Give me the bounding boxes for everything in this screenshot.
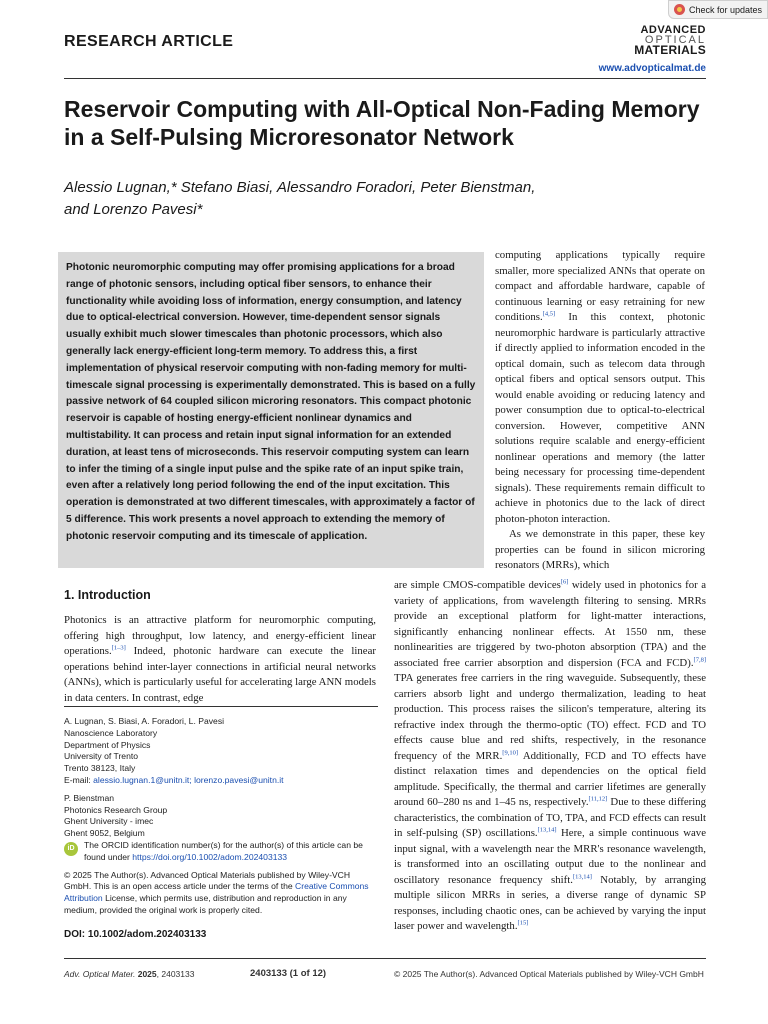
journal-website-link[interactable]: www.advopticalmat.de [598, 63, 706, 74]
orcid-doi-link[interactable]: https://doi.org/10.1002/adom.202403133 [132, 851, 288, 862]
license-part-2: License, which permits use, distribution and reproduction in any medium, provided the original work is properly cited. [64, 893, 347, 915]
text-run: widely used in photonics for a variety of applications, from wavelength filtering to sensing. MRRs provide an exceptional platform for light-matter interactions, significantly enhancing nonlinear effects. At 1550 nm, these nonlinearities are triggered by two-photon absorption (TPA) and the associated free carrier absorption and dispersion (FCA and FCD). [394, 579, 706, 669]
affil-line: University of Trento [64, 751, 139, 762]
right-text-2: In this context, photonic neuromorphic hardware is particularly attractive if directly applied to information encoded in the optical domain, such as telecom data through optical fibers and optical sensors output. This would enable avoiding or reducing latency and power consumption due to optical-to-electrical conversion. However, competitive ANN solutions require scalable and energy-efficient nonlinear operations and memory (the latter being necessary for processing time-dependent signals). These requirements remain difficult to achieve in photonics due to the lack of direct photon-photon interaction. [495, 311, 705, 525]
footer-citation [64, 969, 194, 979]
text-run: Due to these differing characteristics, the combination of TO, TPA, and FCD effects can result in self-pulsing (SP) oscillations. [394, 796, 707, 839]
citation-link[interactable]: [6] [560, 578, 569, 586]
orcid-text: The ORCID identification number(s) for the author(s) of this article can be found under [84, 839, 363, 862]
check-for-updates-button[interactable] [668, 0, 768, 19]
license-text [64, 870, 378, 917]
author-line-1: Alessio Lugnan,* Stefano Biasi, Alessandro Foradori, Peter Bienstman, [64, 179, 536, 196]
text-run: Additionally, FCD and TO effects have distinct relaxation times and dependencies on the optical field amplitude. Specifically, the thermal and carrier lifetimes are generally around 60–280 ns and 1–45 ns, respectively. [394, 749, 706, 808]
orcid-note [64, 840, 378, 864]
footer-copyright: © 2025 The Author(s). Advanced Optical Materials published by Wiley-VCH GmbH [394, 969, 704, 979]
citation-link[interactable]: [7,8] [693, 655, 706, 663]
cc-license-link[interactable]: Creative Commons Attribution [64, 881, 369, 904]
affil-line: Ghent 9052, Belgium [64, 828, 145, 839]
affil-line: Trento 38123, Italy [64, 763, 136, 774]
intro-text-2: Indeed, photonic hardware can execute the linear operations behind inter-layer connections in artificial neural networks (ANNs), which is particularly useful for accelerating large ANN models in data centers. In contrast, edge [64, 645, 376, 704]
license-part-1: © 2025 The Author(s). Advanced Optical Materials published by Wiley-VCH GmbH. This is an open access article under the terms of the [64, 869, 351, 892]
right-column-wide [394, 578, 706, 935]
email-line [64, 775, 378, 787]
email-link[interactable]: alessio.lugnan.1@unitn.it; lorenzo.pavesi@unitn.it [93, 774, 284, 785]
section-heading: 1. Introduction [64, 588, 151, 602]
abstract-box [58, 252, 484, 568]
text-run: Here, a simple continuous wave input signal, with a wavelength near the MRR's resonance wavelength, is transformed into an oscillating output due to the nonlinear and oscillatory resonance frequency shift. [394, 827, 706, 886]
footer-divider [64, 958, 706, 959]
journal-logo [634, 25, 706, 55]
affiliation-divider [64, 706, 378, 707]
citation-link[interactable]: [1–3] [111, 644, 126, 652]
affil-line: Photonics Research Group [64, 804, 168, 815]
author-list [64, 177, 664, 221]
author-line-2: and Lorenzo Pavesi* [64, 201, 203, 218]
citation-link[interactable]: [15] [517, 919, 529, 927]
email-label: E-mail: [64, 774, 94, 785]
intro-text-1: Photonics is an attractive platform for neuromorphic computing, offering high throughput, low latency, and energy-efficient linear operations. [64, 614, 376, 657]
check-for-updates-label: Check for updates [689, 4, 763, 15]
footer-journal: Adv. Optical Mater. [64, 969, 136, 979]
text-run: Notably, by arranging multiple silicon MRRs in series, a diverse range of dynamic SP responses, including chaotic ones, can be achieved by varying the input laser power and wavelength. [394, 873, 706, 932]
logo-line-2: OPTICAL [644, 34, 706, 46]
header-divider [64, 78, 706, 79]
affiliations-block [64, 716, 378, 917]
footer-year: 2025 [137, 969, 157, 979]
right-column-top [495, 248, 705, 574]
footer-article-id: , 2403133 [156, 969, 195, 979]
right-text-3: As we demonstrate in this paper, these key properties can be found in silicon microring resonators (MRRs), which [495, 528, 705, 571]
logo-line-3: MATERIALS [634, 43, 706, 57]
citation-link[interactable]: [13,14] [572, 872, 592, 880]
affil-line: P. Bienstman [64, 792, 115, 803]
intro-paragraph [64, 613, 376, 706]
citation-link[interactable]: [13,14] [537, 826, 557, 834]
affil-line: Department of Physics [64, 739, 151, 750]
article-title: Reservoir Computing with All-Optical Non-Fading Memory in a Self-Pulsing Microresonator Network [64, 96, 700, 150]
article-doi: DOI: 10.1002/adom.202403133 [64, 929, 207, 940]
text-run: are simple CMOS-compatible devices [394, 579, 561, 591]
right-text-1: computing applications typically require smaller, more specialized ANNs that operate on compact and affordable hardware, capable of continuous learning or easy retraining for new conditions. [495, 249, 705, 323]
article-type-label: RESEARCH ARTICLE [64, 33, 234, 50]
footer-page-number: 2403133 (1 of 12) [250, 968, 327, 979]
updates-icon [674, 4, 685, 15]
logo-line-1: ADVANCED [640, 24, 706, 36]
citation-link[interactable]: [4,5] [542, 310, 556, 318]
citation-link[interactable]: [9,10] [502, 748, 518, 756]
affil-line: Ghent University - imec [64, 816, 154, 827]
orcid-icon: iD [64, 842, 78, 856]
abstract-text: Photonic neuromorphic computing may offer promising applications for a broad range of photonic sensors, including optical fiber sensors, to enhance their functionality while avoiding loss of information, energy consumption, and latency due to optical-electrical conversion. However, time-dependent sensor signals usually exhibit much slower timescales than photonic processors, which also generally lack energy-efficient long-term memory. To address this, a first implementation of physical reservoir computing with non-fading memory for multi-timescale signal processing is experimentally demonstrated. This is based on a fully passive network of 64 coupled silicon microring resonators. This compact photonic reservoir is capable of hosting energy-efficient nonlinear dynamics and multistability. It can process and retain input signal information for an extended duration, at least tens of microseconds. This reservoir computing system can learn to infer the timing of a single input pulse and the spike rate of an input spike train, even after a relatively long period following the end of the input excitation. This operation is demonstrated at two different timescales, with approximately a factor of 5 difference. This work presents a novel approach to extending the memory of photonic reservoir computing and its timescale of application. [66, 262, 476, 542]
citation-link[interactable]: [11,12] [588, 795, 608, 803]
affil-line: Nanoscience Laboratory [64, 727, 158, 738]
affil-line: A. Lugnan, S. Biasi, A. Foradori, L. Pavesi [64, 716, 225, 726]
text-run: TPA generates free carriers in the ring waveguide. Subsequently, these carriers absorb light and undergo thermalization, leading to heat production. This process raises the silicon's temperature, altering its refractive index through the thermo-optic (TO) effect. FCD and TO effects cause blue and red shifts, respectively, in the resonance frequency of the MRR. [394, 672, 706, 762]
